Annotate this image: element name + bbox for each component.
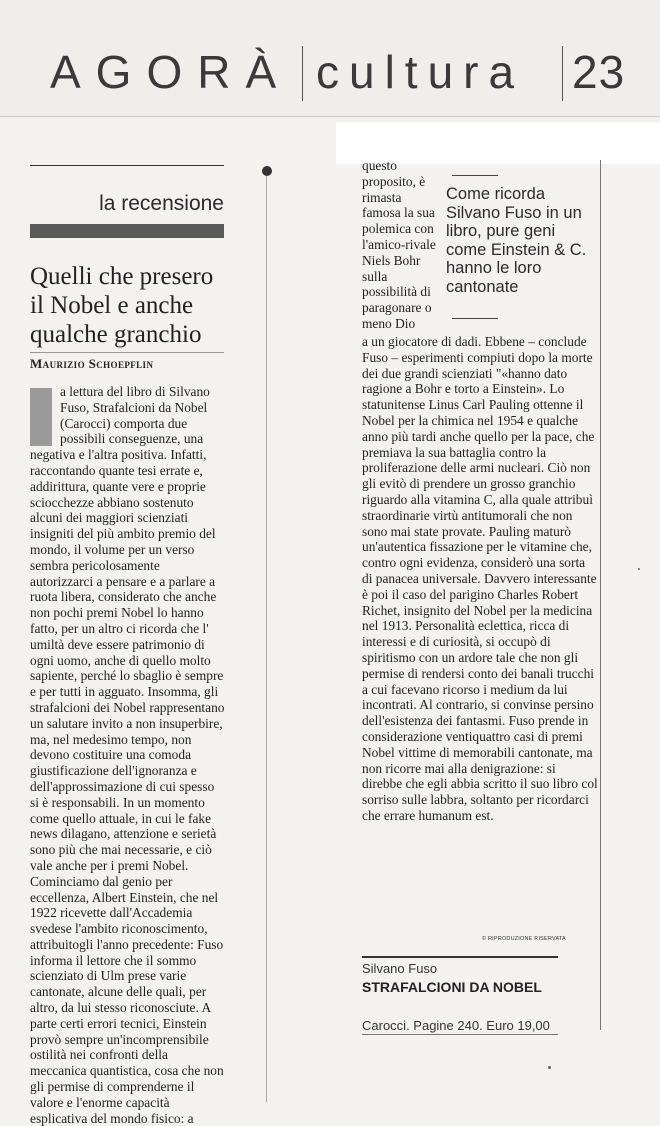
kicker-top-rule	[30, 165, 224, 166]
book-author: Silvano Fuso	[362, 961, 438, 976]
pullquote-bottom-rule	[452, 318, 498, 319]
book-box-bottom-rule	[362, 1034, 558, 1035]
body-paragraph: a lettura del libro di Silvano Fuso, Strafalcioni da Nobel (Carocci) comporta due possibili conseguenze, una negativa e l'altra positiva. Infatti, raccontando quante tesi errate e, addirittura, quante vere e proprie sciocchezze abbiano sostenuto alcuni dei maggiori scienziati insigniti del più ambito premio del mondo, il volume per un verso sembra pericolosamente autorizzarci a pensare e a parlare a ruota libera, considerato che anche non pochi premi Nobel lo hanno fatto, per un altro ci ricorda che l' umiltà deve essere patrimonio di ogni uomo, anche di quello molto sapiente, perché lo sbaglio è sempre e per tutti in agguato. Insomma, gli strafalcioni dei Nobel rappresentano un salutare invito a non insuperbire, ma, nel medesimo tempo, non devono costituire una comoda giustificazione dell'ignoranza e dell'approssimazione di cui spesso si è responsabili. In un momento come quello attuale, in cui le fake news dilagano, attenzione e serietà sono più che mai necessarie, e ciò vale anche per i premi Nobel. Cominciamo dal genio per eccellenza, Albert Einstein, che nel 1922 ricevette dall'Accademia svedese l'ambito riconoscimento, attribuitogli l'anno precedente: Fuso informa il lettore che il sommo scienziato di Ulm prese varie cantonate, alcune delle quali, per altro, da lui stesso riconosciute. A parte certi errori tecnici, Einstein provò sempre un'incomprensibile ostilità nei confronti della meccanica quantistica, cosa che non gli permise di comprenderne il valore e l'enorme capacità esplicativa del mondo fisico: a	[30, 384, 225, 1126]
header-divider	[302, 46, 303, 101]
article-body-column-1	[30, 384, 226, 1126]
drop-cap-l	[30, 388, 52, 446]
book-title: STRAFALCIONI DA NOBEL	[362, 979, 542, 995]
print-speck	[548, 1066, 551, 1069]
article-body-column-2-narrow	[362, 158, 442, 336]
headline: Quelli che presero il Nobel e anche qualche granchio	[30, 263, 214, 348]
masthead	[0, 0, 660, 118]
kicker: la recensione	[99, 192, 224, 215]
book-box-top-rule	[362, 956, 558, 958]
column-divider	[266, 176, 267, 1102]
section-title: AGORÀ	[50, 46, 292, 98]
body-paragraph: questo proposito, è rimasta famosa la sua polemica con l'amico-rivale Niels Bohr sulla possibilità di paragonare o meno Dio	[362, 158, 436, 331]
bullet-dot	[262, 166, 272, 176]
article-body-column-2	[362, 334, 598, 934]
header-rule	[0, 116, 660, 117]
pull-quote: Come ricorda Silvano Fuso in un libro, pure geni come Einstein & C. hanno le loro cantonate	[446, 185, 587, 296]
header-divider	[562, 46, 563, 101]
kicker-bar	[30, 224, 224, 238]
byline: Maurizio Schoepflin	[30, 356, 154, 371]
pullquote-top-rule	[452, 175, 498, 176]
body-paragraph: a un giocatore di dadi. Ebbene – conclude Fuso – esperimenti compiuti dopo la morte dei due grandi scienziati "«hanno dato ragione a Bohr e torto a Einstein». Lo statunitense Linus Carl Pauling ottenne il Nobel per la chimica nel 1954 e qualche anno più tardi anche quello per la pace, che premiava la sua battaglia contro la proliferazione delle armi nucleari. Ciò non gli evitò di prendere un grosso granchio riguardo alla vitamina C, alla quale attribuì straordinarie virtù antitumorali che non sono mai state provate. Pauling maturò un'autentica fissazione per le vitamine che, contro ogni evidenza, considerò una sorta di panacea universale. Davvero interessante è poi il caso del parigino Charles Robert Richet, insignito del Nobel per la medicina nel 1913. Personalità eclettica, ricca di interessi e di curiosità, si occupò di spiritismo con un ardore tale che non gli permise di rendersi conto dei banali trucchi a cui facevano ricorso i medium da lui incontrati. Al contrario, si convinse persino dell'esistenza dei fantasmi. Fuso prende in considerazione ventiquattro casi di premi Nobel vittime di memorabili cantonate, ma non ricorre mai alla denigrazione: si direbbe che egli abbia scritto il suo libro col sorriso sulle labbra, soltanto per ricordarci che errare humanum est.	[362, 334, 598, 823]
copyright-notice: © RIPRODUZIONE RISERVATA	[482, 936, 566, 942]
print-speck	[638, 568, 640, 570]
right-column-rule	[600, 160, 601, 1030]
category-title: cultura	[316, 46, 525, 98]
book-publisher-info: Carocci. Pagine 240. Euro 19,00	[362, 1018, 550, 1033]
author-rule	[30, 352, 224, 353]
page-number: 23	[572, 46, 626, 98]
